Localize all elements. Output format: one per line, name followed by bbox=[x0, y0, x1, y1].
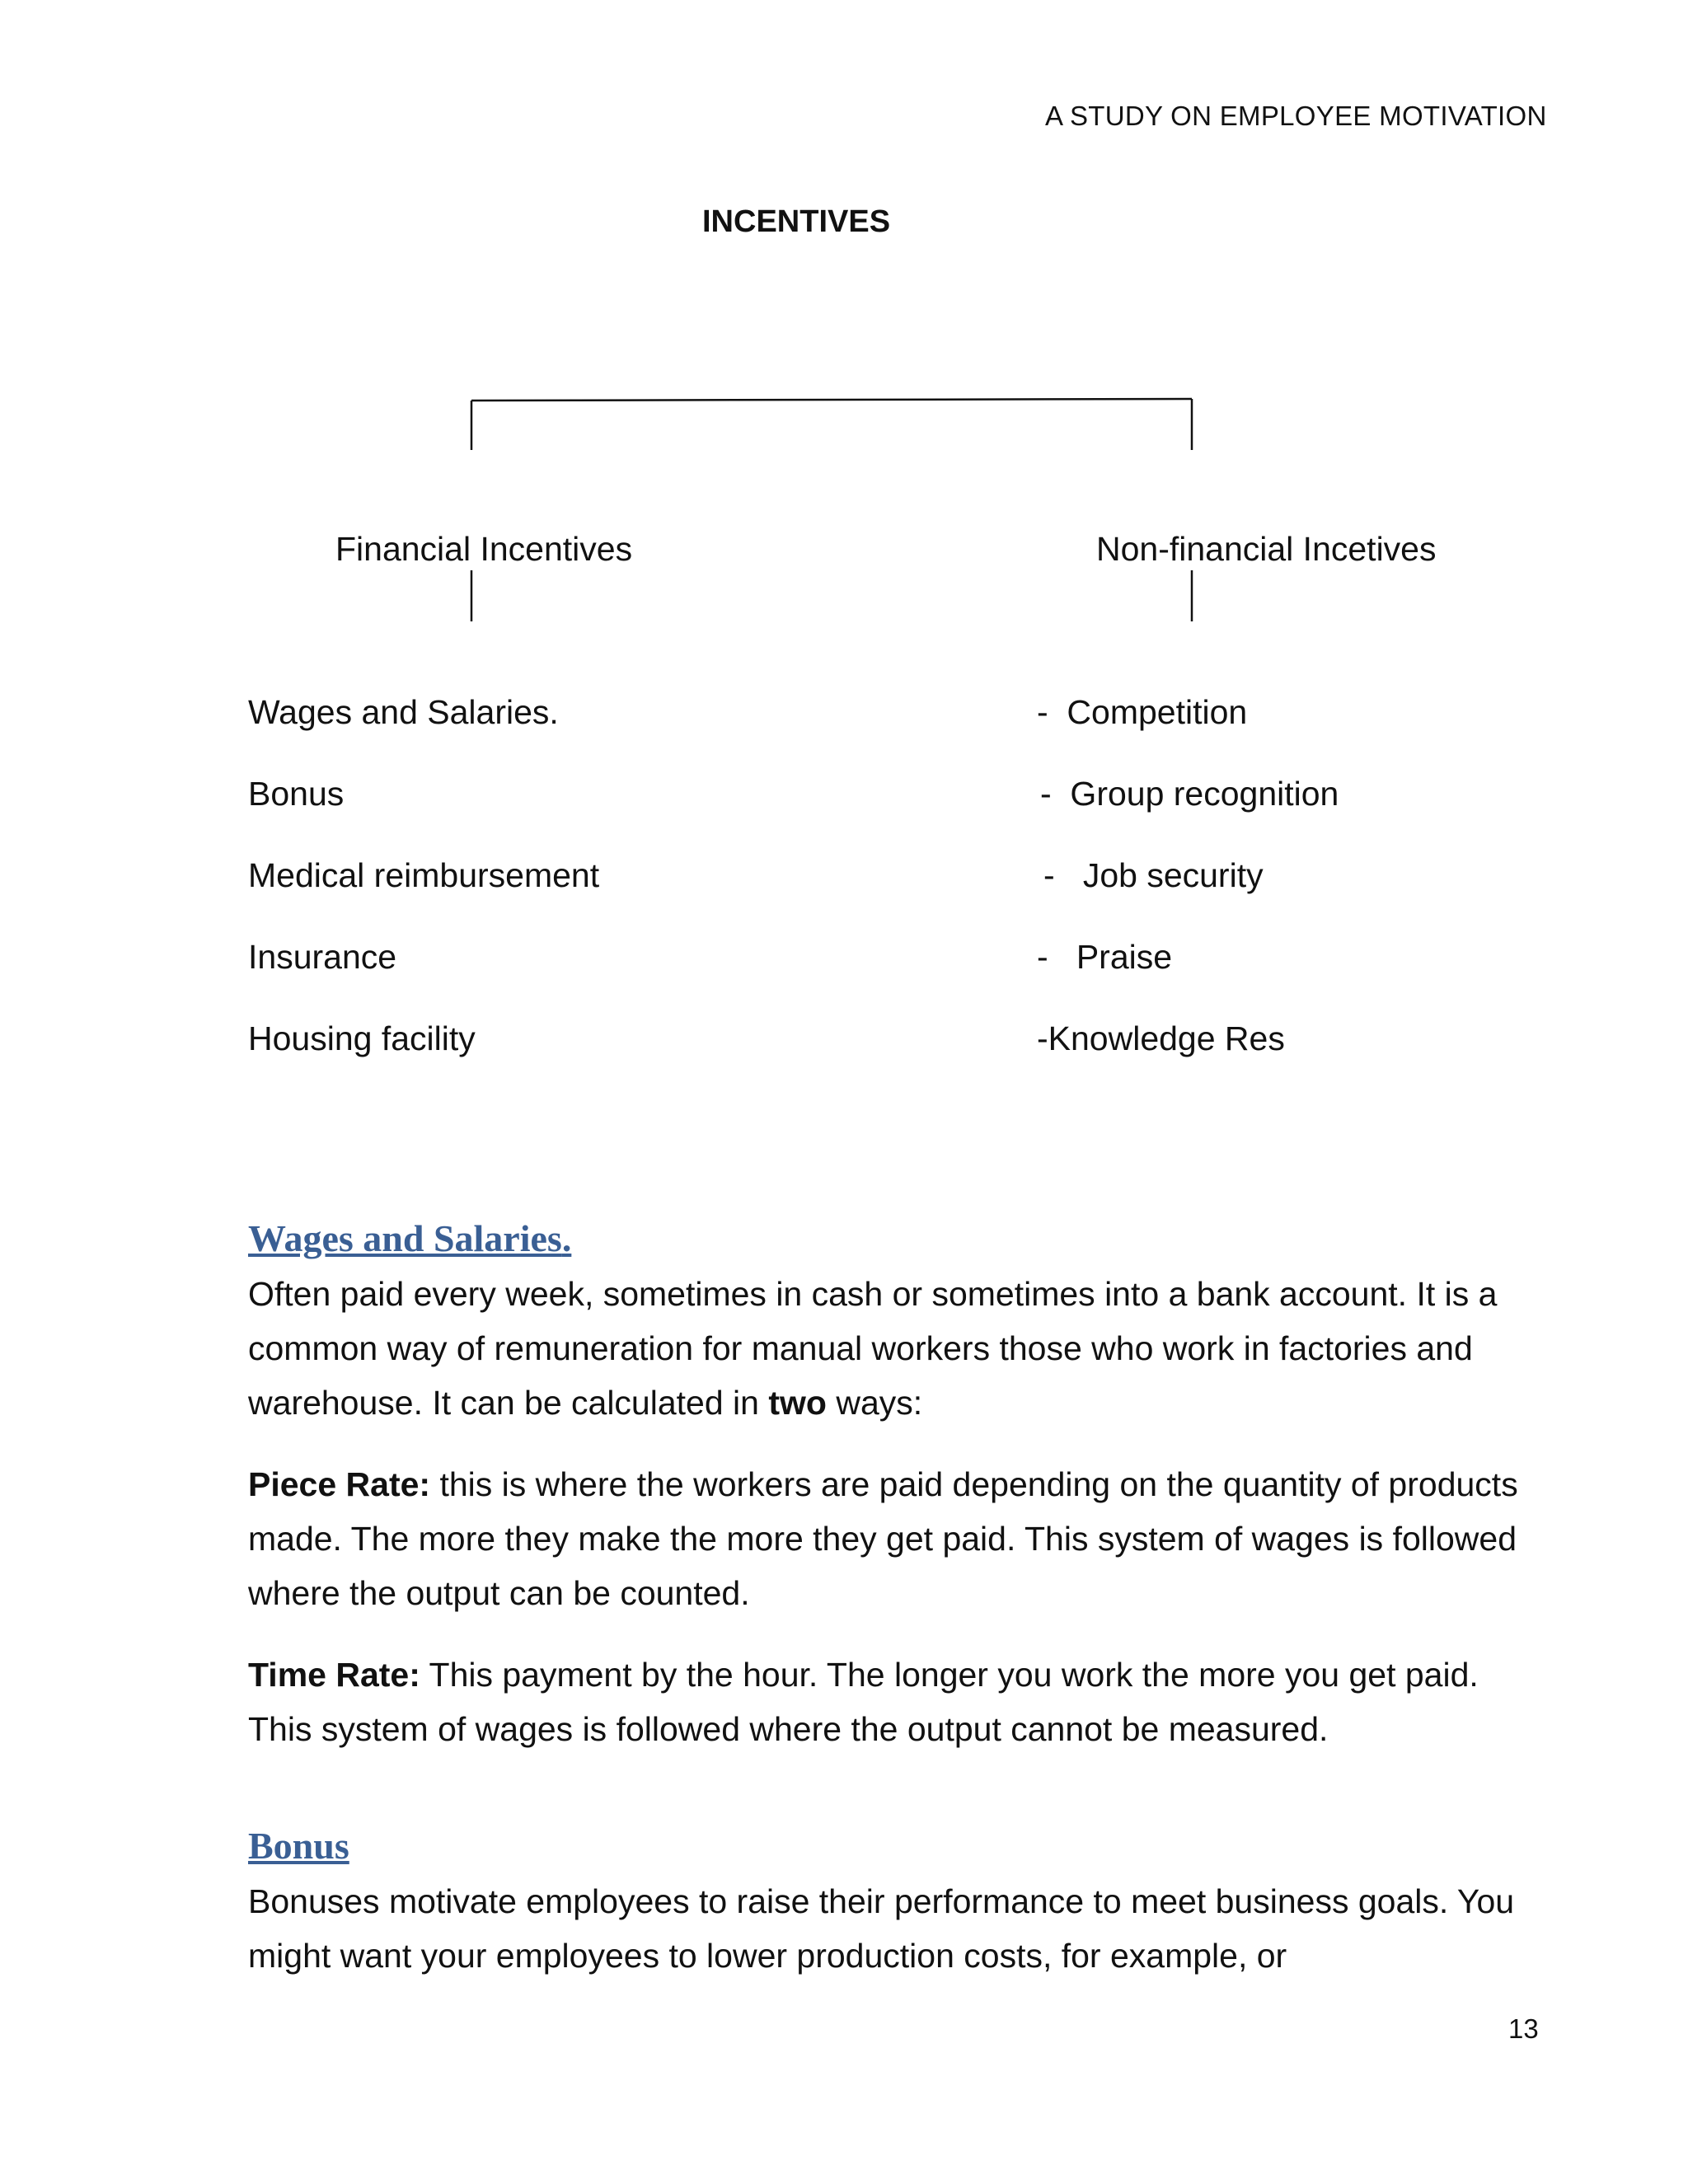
non-financial-item: - Praise bbox=[1037, 938, 1173, 976]
financial-item: Medical reimbursement bbox=[248, 856, 600, 894]
time-rate-paragraph bbox=[248, 1647, 1550, 1756]
wages-intro-end: ways: bbox=[826, 1384, 923, 1422]
bracket-top-line bbox=[471, 399, 1192, 401]
wages-heading-text: Wages and Salaries bbox=[248, 1217, 562, 1259]
financial-item: Housing facility bbox=[248, 1019, 476, 1057]
page-number: 13 bbox=[1508, 2013, 1539, 2044]
non-financial-incentives-label: Non-financial Incetives bbox=[1096, 530, 1437, 568]
non-financial-item: - Competition bbox=[1037, 693, 1248, 731]
non-financial-item: -Knowledge Res bbox=[1037, 1019, 1285, 1057]
diagram-title: INCENTIVES bbox=[702, 204, 891, 239]
non-financial-item: - Job security bbox=[1043, 856, 1264, 894]
time-rate-label: Time Rate: bbox=[248, 1656, 420, 1694]
wages-heading bbox=[248, 1216, 571, 1260]
financial-item: Bonus bbox=[248, 775, 345, 813]
financial-incentives-label: Financial Incentives bbox=[335, 530, 633, 568]
bonus-paragraph: Bonuses motivate employees to raise their performance to meet business goals. You might want your employees to lower production costs, for example, or bbox=[248, 1882, 1515, 1975]
bonus-heading bbox=[248, 1824, 349, 1868]
financial-item: Insurance bbox=[248, 938, 397, 976]
piece-rate-label: Piece Rate: bbox=[248, 1465, 431, 1503]
non-financial-item: - Group recognition bbox=[1040, 775, 1339, 813]
financial-item: Wages and Salaries. bbox=[248, 693, 559, 731]
bonus-heading-text: Bonus bbox=[248, 1825, 349, 1867]
wages-intro-bold: two bbox=[768, 1384, 827, 1422]
wages-heading-period: . bbox=[561, 1217, 572, 1259]
piece-rate-text: this is where the workers are paid depending on the quantity of products made. The more they make the more they get paid. This system of wages is followed where the output can be counted. bbox=[248, 1465, 1518, 1612]
time-rate-text: This payment by the hour. The longer you work the more you get paid. This system of wages is followed where the output cannot be measured. bbox=[248, 1656, 1479, 1748]
running-header: A STUDY ON EMPLOYEE MOTIVATION bbox=[1045, 101, 1547, 131]
wages-intro-paragraph bbox=[248, 1267, 1550, 1430]
wages-intro-text: Often paid every week, sometimes in cash or sometimes into a bank account. It is a common way of remuneration for manual workers those who work in factories and warehouse. It can be calculated in bbox=[248, 1275, 1498, 1422]
piece-rate-paragraph bbox=[248, 1457, 1550, 1620]
